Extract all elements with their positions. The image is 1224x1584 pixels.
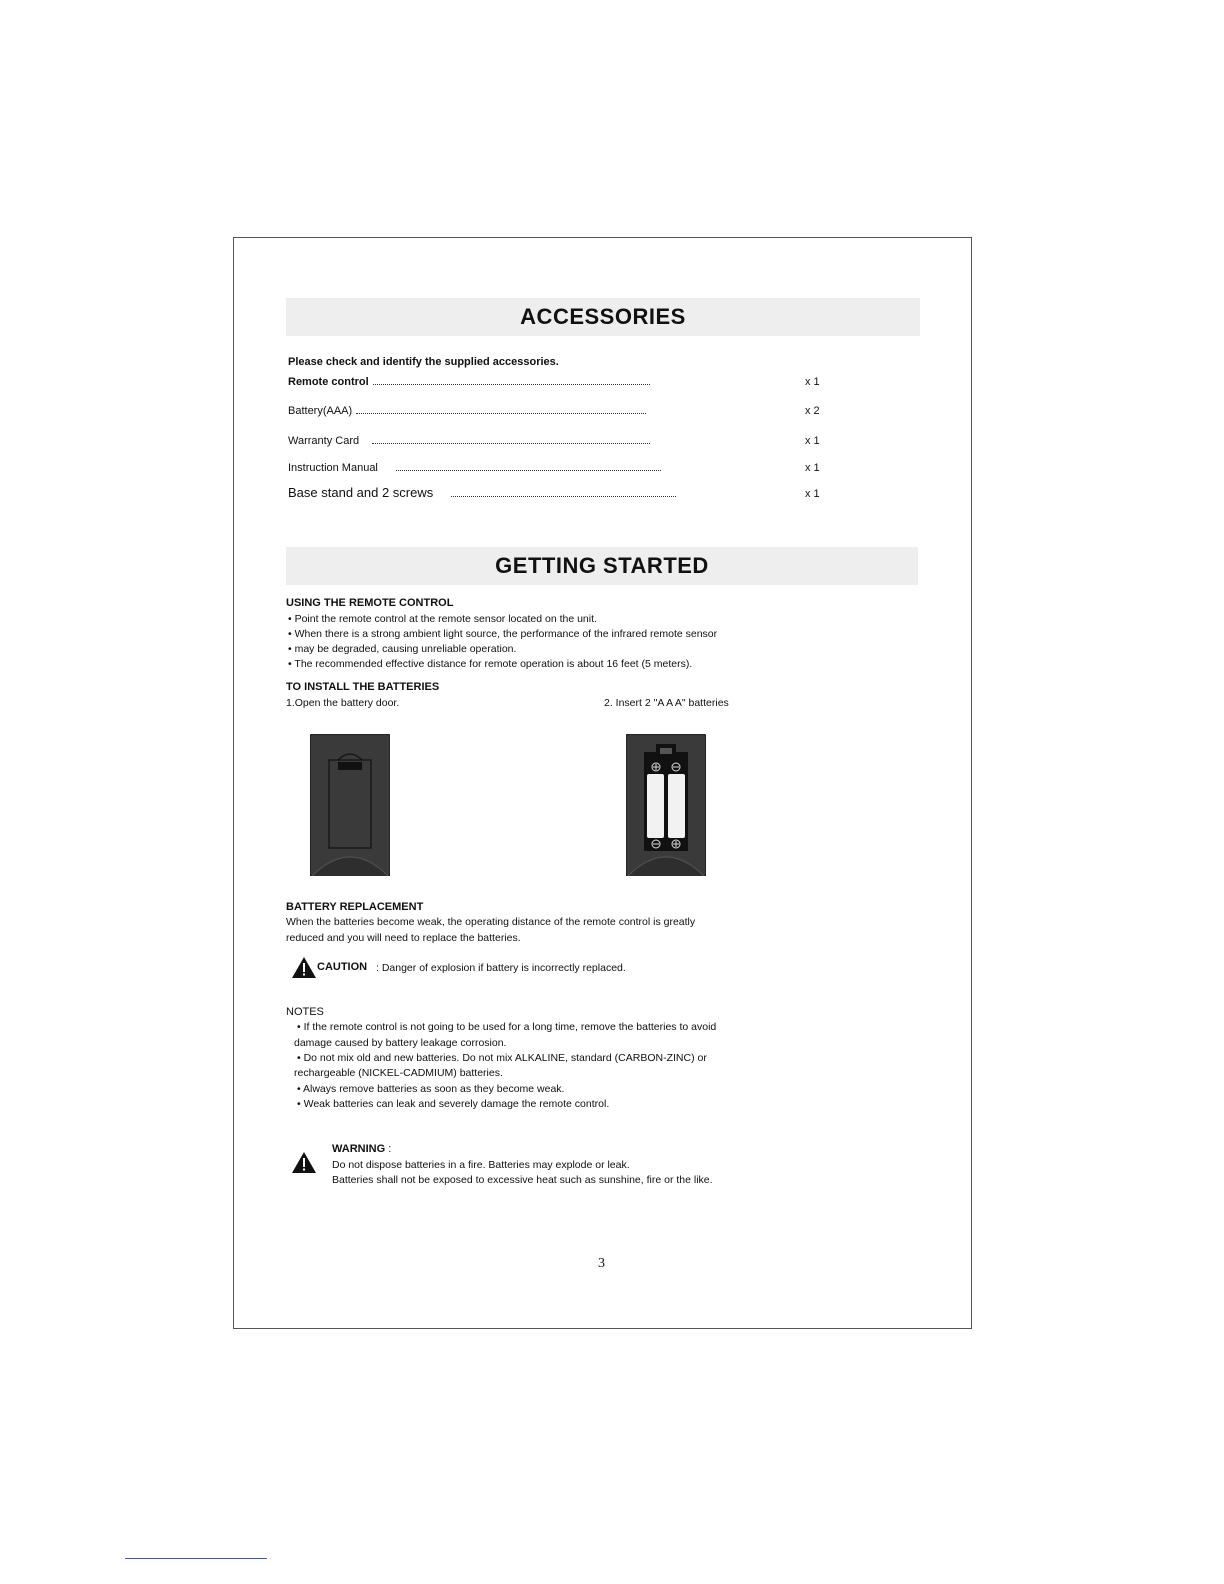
remote-heading: USING THE REMOTE CONTROL [286,597,454,609]
remote-line: • Point the remote control at the remote sensor located on the unit. [288,613,597,625]
accessory-qty: x 1 [805,435,820,447]
replacement-line: reduced and you will need to replace the batteries. [286,932,521,944]
accessory-item [288,458,828,474]
warning-triangle-icon [291,1151,317,1174]
notes-line: • Weak batteries can leak and severely damage the remote control. [297,1098,610,1110]
notes-line: • Always remove batteries as soon as they become weak. [297,1083,565,1095]
accessory-qty: x 2 [805,405,820,417]
notes-line: damage caused by battery leakage corrosion. [294,1037,507,1049]
replacement-line: When the batteries become weak, the operating distance of the remote control is greatly [286,916,696,928]
notes-line: rechargeable (NICKEL-CADMIUM) batteries. [294,1067,503,1079]
leader-dots [356,413,646,414]
accessory-name: Warranty Card [288,435,369,447]
accessory-name: Remote control [288,376,372,388]
remote-back-closed-illustration [310,734,390,876]
footnote-rule [125,1558,267,1559]
accessory-qty: x 1 [805,488,820,500]
remote-back-open-illustration [626,734,706,876]
accessory-qty: x 1 [805,376,820,388]
leader-dots [396,470,661,471]
caution-text: : Danger of explosion if battery is incorrectly replaced. [376,962,626,974]
accessory-qty: x 1 [805,462,820,474]
accessory-name: Battery(AAA) [288,405,355,417]
leader-dots [366,384,650,385]
accessory-item [288,431,828,447]
getting-started-title: GETTING STARTED [286,547,918,585]
accessory-item [288,484,828,500]
leader-dots [450,496,676,497]
warning-colon: : [385,1143,392,1155]
notes-line: • If the remote control is not going to be used for a long time, remove the batteries to avoid [297,1021,717,1033]
install-step-2: 2. Insert 2 "A A A" batteries [604,697,729,709]
warning-triangle-icon [291,956,317,979]
accessories-title: ACCESSORIES [286,298,920,336]
remote-line: • When there is a strong ambient light source, the performance of the infrared remote sensor [288,628,718,640]
page-number: 3 [598,1256,605,1271]
warning-line: Do not dispose batteries in a fire. Batteries may explode or leak. [332,1159,630,1171]
leader-dots [372,443,650,444]
install-heading: TO INSTALL THE BATTERIES [286,681,440,693]
caution-label: CAUTION [317,961,368,973]
install-step-1: 1.Open the battery door. [286,697,400,709]
accessories-intro: Please check and identify the supplied accessories. [288,356,559,368]
remote-line: • may be degraded, causing unreliable operation. [288,643,517,655]
notes-heading: NOTES [286,1006,324,1018]
remote-line: • The recommended effective distance for remote operation is about 16 feet (5 meters). [288,658,693,670]
accessory-item [288,372,828,388]
warning-label: WARNING [332,1143,386,1155]
accessory-name: Base stand and 2 screws [288,485,451,500]
warning-line: Batteries shall not be exposed to excessive heat such as sunshine, fire or the like. [332,1174,713,1186]
notes-line: • Do not mix old and new batteries. Do not mix ALKALINE, standard (CARBON-ZINC) or [297,1052,707,1064]
accessory-name: Instruction Manual [288,462,392,474]
warning-label-row [332,1143,391,1155]
accessory-item [288,401,828,417]
replacement-heading: BATTERY REPLACEMENT [286,901,424,913]
